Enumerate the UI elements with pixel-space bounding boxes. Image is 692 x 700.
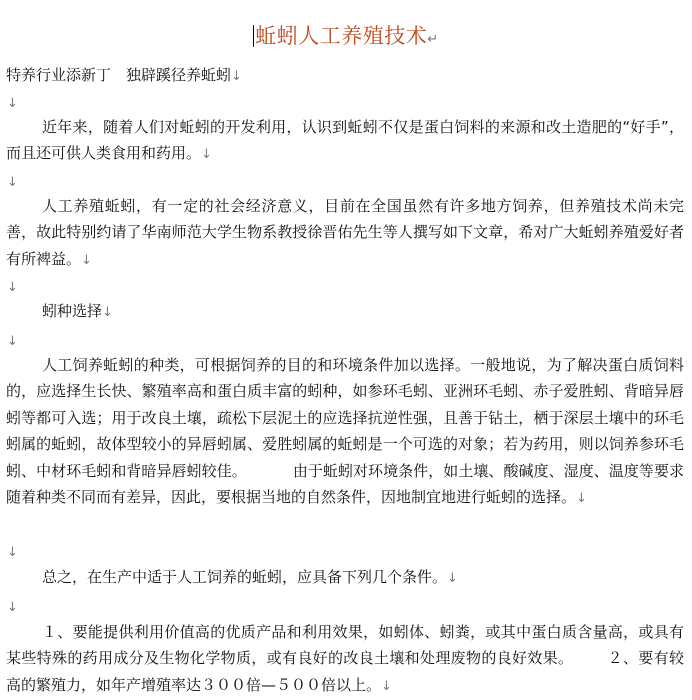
subtitle-line [6,64,242,88]
document-title-line [0,22,692,54]
section-heading-text: 蚓种选择 [42,302,103,320]
paragraph-conditions[interactable] [6,564,684,592]
paragraph-mark-icon: ↓ [231,69,242,84]
paragraph-mark-icon: ↓ [201,147,212,163]
paragraph-species-text: 人工饲养蚯蚓的种类，可根据饲养的目的和环境条件加以选择。一般地说，为了解决蛋白质饲料的，应选择生长快、繁殖率高和蛋白质丰富的蚓种，如参环毛蚓、亚洲环毛蚓、赤子爱胜蚓、背暗异唇蚓等都可入选；用于改良土壤，疏松下层泥土的应选择抗逆性强，且善于钻土，栖于深层土壤中的环毛蚓属的蚯蚓，故体型较小的异唇蚓属、爱胜蚓属的蚯蚓是一个可选的对象；若为药用，则以饲养参环毛蚓、中材环毛蚓和背暗异唇蚓较佳。 [6,356,684,480]
paragraph-species-selection[interactable] [6,352,684,512]
paragraph-significance[interactable] [6,193,684,274]
empty-paragraph-mark-icon: ↓ [7,545,18,560]
paragraph-intro[interactable] [6,114,684,169]
empty-paragraph-mark-icon: ↓ [7,334,18,349]
paragraph-mark-icon: ↓ [81,252,92,268]
empty-paragraph-mark-icon: ↓ [7,175,18,190]
criterion-2-text: ２、要有较高的繁殖力，如年产增殖率达３００倍—５００倍以上。 [6,649,684,694]
paragraph-mark-icon: ↓ [102,305,113,320]
empty-paragraph-mark-icon: ↓ [7,280,18,295]
paragraph-intro-text: 近年来，随着人们对蚯蚓的开发利用，认识到蚯蚓不仅是蛋白饲料的来源和改土造肥的“好手”，而且还可供人类食用和药用。 [6,118,684,163]
empty-paragraph-mark-icon: ↓ [7,600,18,615]
subtitle[interactable]: 特养行业添新丁 独辟蹊径养蚯蚓 [6,66,232,84]
criterion-1-text: １、要能提供利用价值高的优质产品和利用效果，如蚓体、蚓粪，或其中蛋白质含量高，或具有某些特殊的药用成分及生物化学物质，或有良好的改良土壤和处理废物的良好效果。 [6,623,684,668]
paragraph-mark-icon: ↓ [381,678,392,694]
paragraph-conditions-text: 总之，在生产中适于人工饲养的蚯蚓，应具备下列几个条件。 [42,568,448,586]
paragraph-significance-text: 人工养殖蚯蚓，有一定的社会经济意义，目前在全国虽然有许多地方饲养，但养殖技术尚未完善，故此特别约请了华南师范大学生物系教授徐晋佑先生等人撰写如下文章，希对广大蚯蚓养殖爱好者有所裨益。 [6,197,684,268]
section-heading[interactable] [6,298,684,326]
paragraph-mark-icon: ↓ [576,491,587,507]
paragraph-mark-icon: ↓ [447,571,458,586]
paragraph-criteria[interactable] [6,619,684,700]
document-title[interactable]: 蚯蚓人工养殖技术 [255,24,428,48]
return-mark-icon: ↵ [427,32,439,47]
empty-paragraph-mark-icon: ↓ [7,96,18,111]
paragraph-environment-text: 由于蚯蚓对环境条件，如土壤、酸碱度、湿度、温度等要求随着种类不同而有差异，因此，要根据当地的自然条件，因地制宜地进行蚯蚓的选择。 [6,461,684,507]
